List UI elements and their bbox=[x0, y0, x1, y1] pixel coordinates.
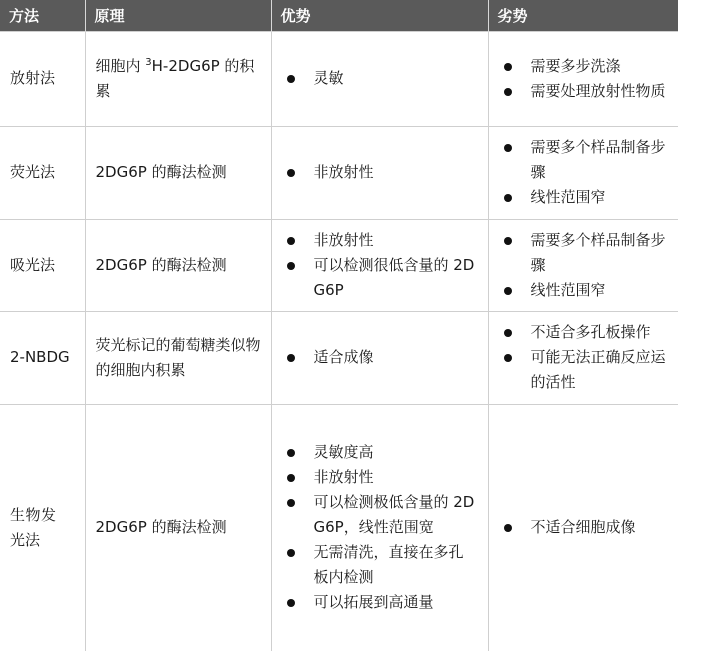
bullet-icon bbox=[287, 474, 295, 482]
cell-principle: 2DG6P 的酶法检测 bbox=[85, 404, 271, 651]
cell-method: 吸光法 bbox=[0, 219, 85, 311]
bullet-icon bbox=[287, 499, 295, 507]
bullet-icon bbox=[504, 287, 512, 295]
bullet-icon bbox=[287, 599, 295, 607]
cell-cons bbox=[488, 31, 678, 126]
list-item: 不适合细胞成像 bbox=[499, 515, 668, 540]
table-row bbox=[0, 404, 678, 651]
cell-pros bbox=[271, 31, 488, 126]
method-line: 生物发 bbox=[10, 505, 56, 524]
cell-pros bbox=[271, 126, 488, 219]
list-item: 灵敏度高 bbox=[282, 440, 478, 465]
list-item: 灵敏 bbox=[282, 66, 478, 91]
cell-pros bbox=[271, 219, 488, 311]
cell-principle: 2DG6P 的酶法检测 bbox=[85, 126, 271, 219]
bullet-icon bbox=[287, 169, 295, 177]
bullet-icon bbox=[504, 524, 512, 532]
table-row bbox=[0, 126, 678, 219]
cell-method: 荧光法 bbox=[0, 126, 85, 219]
table-header-row bbox=[0, 0, 678, 31]
list-item: 可以拓展到高通量 bbox=[282, 590, 478, 615]
list-item: 非放射性 bbox=[282, 465, 478, 490]
table-row bbox=[0, 311, 678, 404]
list-item: 需要多步洗涤 bbox=[499, 54, 668, 79]
cell-cons bbox=[488, 404, 678, 651]
cell-pros bbox=[271, 404, 488, 651]
header-pros: 优势 bbox=[271, 0, 488, 31]
bullet-icon bbox=[504, 354, 512, 362]
cell-cons bbox=[488, 219, 678, 311]
list-item: 非放射性 bbox=[282, 160, 478, 185]
list-item: 不适合多孔板操作 bbox=[499, 320, 668, 345]
cell-method: 放射法 bbox=[0, 31, 85, 126]
list-item: 需要多个样品制备步骤 bbox=[499, 228, 668, 278]
table-row bbox=[0, 31, 678, 126]
bullet-icon bbox=[287, 549, 295, 557]
list-item: 需要多个样品制备步骤 bbox=[499, 135, 668, 185]
list-item: 非放射性 bbox=[282, 228, 478, 253]
bullet-icon bbox=[287, 237, 295, 245]
cell-cons bbox=[488, 126, 678, 219]
bullet-icon bbox=[287, 262, 295, 270]
principle-text: 细胞内 bbox=[95, 56, 146, 75]
cell-principle: 荧光标记的葡萄糖类似物的细胞内积累 bbox=[85, 311, 271, 404]
cell-principle bbox=[85, 31, 271, 126]
cell-method: 2-NBDG bbox=[0, 311, 85, 404]
list-item: 可以检测极低含量的 2DG6P，线性范围宽 bbox=[282, 490, 478, 540]
bullet-icon bbox=[504, 63, 512, 71]
header-method: 方法 bbox=[0, 0, 85, 31]
cell-method bbox=[0, 404, 85, 651]
bullet-icon bbox=[504, 144, 512, 152]
list-item: 线性范围窄 bbox=[499, 278, 668, 303]
bullet-icon bbox=[287, 449, 295, 457]
principle-text: H-2DG6P 的积累 bbox=[95, 56, 255, 100]
list-item: 可以检测很低含量的 2DG6P bbox=[282, 253, 478, 303]
isotope-superscript: 3 bbox=[145, 56, 152, 68]
bullet-icon bbox=[287, 75, 295, 83]
list-item: 无需清洗，直接在多孔板内检测 bbox=[282, 540, 478, 590]
cell-principle: 2DG6P 的酶法检测 bbox=[85, 219, 271, 311]
list-item: 可能无法正确反应运的活性 bbox=[499, 345, 668, 395]
bullet-icon bbox=[287, 354, 295, 362]
table-row bbox=[0, 219, 678, 311]
header-cons: 劣势 bbox=[488, 0, 678, 31]
cell-cons bbox=[488, 311, 678, 404]
bullet-icon bbox=[504, 194, 512, 202]
list-item: 适合成像 bbox=[282, 345, 478, 370]
bullet-icon bbox=[504, 88, 512, 96]
bullet-icon bbox=[504, 329, 512, 337]
bullet-icon bbox=[504, 237, 512, 245]
method-line: 光法 bbox=[10, 530, 41, 549]
list-item: 线性范围窄 bbox=[499, 185, 668, 210]
cell-pros bbox=[271, 311, 488, 404]
header-principle: 原理 bbox=[85, 0, 271, 31]
list-item: 需要处理放射性物质 bbox=[499, 79, 668, 104]
